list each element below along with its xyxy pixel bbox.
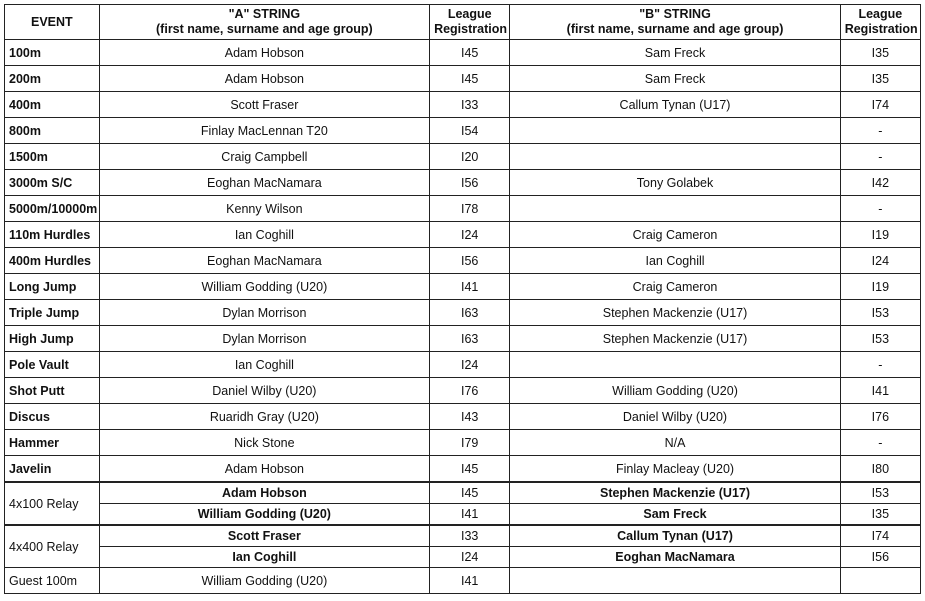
a-reg-cell: I63 — [430, 326, 510, 352]
header-league-1: League — [447, 7, 492, 21]
b-string-cell: Callum Tynan (U17) — [510, 92, 840, 118]
table-row — [5, 352, 921, 378]
guest-a-reg-cell: I41 — [430, 568, 510, 594]
relay-a-cell: Adam Hobson — [99, 482, 429, 504]
table-row — [5, 222, 921, 248]
table-row — [5, 196, 921, 222]
guest-a-cell: William Godding (U20) — [99, 568, 429, 594]
header-event: EVENT — [5, 5, 100, 40]
a-string-cell: William Godding (U20) — [99, 274, 429, 300]
header-a-league-registration — [430, 5, 510, 40]
relay-a-cell: William Godding (U20) — [99, 504, 429, 526]
b-string-cell: Stephen Mackenzie (U17) — [510, 326, 840, 352]
relay-a-reg-cell: I45 — [430, 482, 510, 504]
event-cell: Hammer — [5, 430, 100, 456]
event-cell: Long Jump — [5, 274, 100, 300]
a-string-cell: Adam Hobson — [99, 66, 429, 92]
a-reg-cell: I43 — [430, 404, 510, 430]
b-reg-cell: I74 — [840, 92, 920, 118]
event-cell: 400m Hurdles — [5, 248, 100, 274]
a-string-cell: Ian Coghill — [99, 352, 429, 378]
b-reg-cell: - — [840, 352, 920, 378]
b-string-cell: Sam Freck — [510, 66, 840, 92]
event-cell: High Jump — [5, 326, 100, 352]
b-reg-cell: - — [840, 144, 920, 170]
relay-a-cell: Scott Fraser — [99, 525, 429, 547]
table-row — [5, 170, 921, 196]
b-string-cell — [510, 196, 840, 222]
relay-b-reg-cell: I56 — [840, 547, 920, 568]
event-cell: 400m — [5, 92, 100, 118]
b-string-cell: Craig Cameron — [510, 274, 840, 300]
relay-b-cell: Eoghan MacNamara — [510, 547, 840, 568]
relay-b-cell: Sam Freck — [510, 504, 840, 526]
event-cell: 110m Hurdles — [5, 222, 100, 248]
a-reg-cell: I45 — [430, 66, 510, 92]
a-reg-cell: I20 — [430, 144, 510, 170]
a-string-cell: Adam Hobson — [99, 456, 429, 483]
header-league-2: League — [858, 7, 903, 21]
table-row — [5, 118, 921, 144]
relay-b-reg-cell: I74 — [840, 525, 920, 547]
relay-row — [5, 547, 921, 568]
b-reg-cell: I19 — [840, 274, 920, 300]
a-string-cell: Ian Coghill — [99, 222, 429, 248]
event-cell: Pole Vault — [5, 352, 100, 378]
table-row — [5, 300, 921, 326]
a-string-cell: Scott Fraser — [99, 92, 429, 118]
a-reg-cell: I41 — [430, 274, 510, 300]
a-string-cell: Dylan Morrison — [99, 326, 429, 352]
a-string-cell: Finlay MacLennan T20 — [99, 118, 429, 144]
relay-event-cell: 4x100 Relay — [5, 482, 100, 525]
b-string-cell: Daniel Wilby (U20) — [510, 404, 840, 430]
header-registration-1: Registration — [434, 22, 507, 36]
event-cell: 3000m S/C — [5, 170, 100, 196]
event-cell: Triple Jump — [5, 300, 100, 326]
a-string-cell: Eoghan MacNamara — [99, 248, 429, 274]
header-row — [5, 5, 921, 40]
b-reg-cell: I53 — [840, 300, 920, 326]
header-b-string — [510, 5, 840, 40]
header-b-title: "B" STRING — [639, 7, 711, 21]
a-string-cell: Kenny Wilson — [99, 196, 429, 222]
a-reg-cell: I76 — [430, 378, 510, 404]
a-reg-cell: I24 — [430, 352, 510, 378]
b-reg-cell: - — [840, 118, 920, 144]
event-cell: Shot Putt — [5, 378, 100, 404]
relay-a-cell: Ian Coghill — [99, 547, 429, 568]
table-row — [5, 248, 921, 274]
a-string-cell: Adam Hobson — [99, 40, 429, 66]
b-string-cell — [510, 144, 840, 170]
table-row — [5, 430, 921, 456]
guest-row — [5, 568, 921, 594]
b-reg-cell: I24 — [840, 248, 920, 274]
event-cell: 800m — [5, 118, 100, 144]
b-string-cell: William Godding (U20) — [510, 378, 840, 404]
guest-event-cell: Guest 100m — [5, 568, 100, 594]
header-a-string — [99, 5, 429, 40]
b-string-cell: Sam Freck — [510, 40, 840, 66]
relay-row — [5, 504, 921, 526]
b-reg-cell: I35 — [840, 66, 920, 92]
a-reg-cell: I56 — [430, 248, 510, 274]
table-row — [5, 92, 921, 118]
b-string-cell: Tony Golabek — [510, 170, 840, 196]
a-reg-cell: I56 — [430, 170, 510, 196]
a-reg-cell: I24 — [430, 222, 510, 248]
header-a-title: "A" STRING — [228, 7, 301, 21]
event-cell: 1500m — [5, 144, 100, 170]
a-string-cell: Daniel Wilby (U20) — [99, 378, 429, 404]
a-string-cell: Ruaridh Gray (U20) — [99, 404, 429, 430]
b-string-cell: Craig Cameron — [510, 222, 840, 248]
b-reg-cell: - — [840, 430, 920, 456]
relay-b-cell: Callum Tynan (U17) — [510, 525, 840, 547]
event-cell: 5000m/10000m — [5, 196, 100, 222]
event-cell: 100m — [5, 40, 100, 66]
b-string-cell — [510, 118, 840, 144]
b-string-cell: Ian Coghill — [510, 248, 840, 274]
header-registration-2: Registration — [844, 22, 918, 36]
a-reg-cell: I79 — [430, 430, 510, 456]
guest-b-cell — [510, 568, 840, 594]
table-row — [5, 456, 921, 483]
relay-event-cell: 4x400 Relay — [5, 525, 100, 568]
header-a-subtitle: (first name, surname and age group) — [156, 22, 373, 36]
relay-a-reg-cell: I24 — [430, 547, 510, 568]
a-reg-cell: I33 — [430, 92, 510, 118]
a-reg-cell: I78 — [430, 196, 510, 222]
table-row — [5, 274, 921, 300]
relay-b-reg-cell: I35 — [840, 504, 920, 526]
a-string-cell: Nick Stone — [99, 430, 429, 456]
b-reg-cell: I42 — [840, 170, 920, 196]
b-reg-cell: I80 — [840, 456, 920, 483]
relay-b-cell: Stephen Mackenzie (U17) — [510, 482, 840, 504]
header-b-subtitle: (first name, surname and age group) — [566, 22, 784, 36]
table-row — [5, 66, 921, 92]
b-string-cell: Finlay Macleay (U20) — [510, 456, 840, 483]
a-string-cell: Craig Campbell — [99, 144, 429, 170]
event-cell: Javelin — [5, 456, 100, 483]
a-string-cell: Dylan Morrison — [99, 300, 429, 326]
b-reg-cell: I53 — [840, 326, 920, 352]
relay-a-reg-cell: I33 — [430, 525, 510, 547]
guest-b-reg-cell — [840, 568, 920, 594]
event-cell: 200m — [5, 66, 100, 92]
relay-row — [5, 525, 921, 547]
a-reg-cell: I45 — [430, 456, 510, 483]
table-row — [5, 326, 921, 352]
b-string-cell — [510, 352, 840, 378]
event-cell: Discus — [5, 404, 100, 430]
relay-a-reg-cell: I41 — [430, 504, 510, 526]
team-sheet-table — [4, 4, 921, 594]
header-b-league-registration — [840, 5, 920, 40]
b-reg-cell: I76 — [840, 404, 920, 430]
relay-b-reg-cell: I53 — [840, 482, 920, 504]
a-reg-cell: I45 — [430, 40, 510, 66]
table-row — [5, 378, 921, 404]
table-row — [5, 40, 921, 66]
table-row — [5, 404, 921, 430]
b-reg-cell: I41 — [840, 378, 920, 404]
a-reg-cell: I54 — [430, 118, 510, 144]
b-reg-cell: I35 — [840, 40, 920, 66]
b-reg-cell: - — [840, 196, 920, 222]
b-string-cell: N/A — [510, 430, 840, 456]
table-row — [5, 144, 921, 170]
a-string-cell: Eoghan MacNamara — [99, 170, 429, 196]
relay-row — [5, 482, 921, 504]
a-reg-cell: I63 — [430, 300, 510, 326]
b-string-cell: Stephen Mackenzie (U17) — [510, 300, 840, 326]
b-reg-cell: I19 — [840, 222, 920, 248]
